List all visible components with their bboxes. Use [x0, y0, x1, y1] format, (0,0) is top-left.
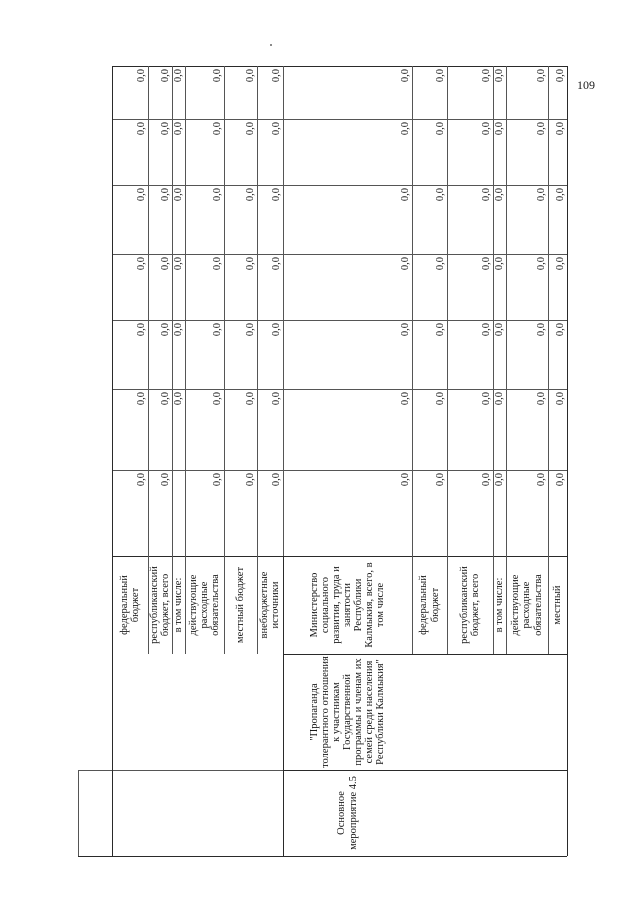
- value-cell: 0,0: [172, 69, 184, 83]
- row-label: в том числе:: [173, 577, 184, 633]
- value-cell: 0,0: [535, 257, 547, 271]
- value-cell: 0,0: [270, 122, 282, 136]
- value-cell: 0,0: [434, 122, 446, 136]
- value-cell: 0,0: [172, 122, 184, 136]
- value-cell: 0,0: [399, 392, 411, 406]
- value-cell: 0,0: [159, 323, 171, 337]
- value-cell: 0,0: [493, 392, 505, 406]
- value-cell: 0,0: [434, 323, 446, 337]
- value-cell: 0,0: [244, 323, 256, 337]
- grid-line-row: [148, 66, 149, 654]
- value-cell: 0,0: [159, 257, 171, 271]
- value-cell: 0,0: [480, 122, 492, 136]
- grid-line-col: [112, 119, 567, 120]
- value-cell: 0,0: [493, 323, 505, 337]
- value-cell: 0,0: [270, 473, 282, 487]
- row-label: федеральный бюджет: [118, 575, 141, 635]
- value-cell: 0,0: [172, 188, 184, 202]
- grid-line-row: [224, 66, 225, 654]
- value-cell: 0,0: [399, 188, 411, 202]
- value-cell: 0,0: [480, 323, 492, 337]
- value-cell: 0,0: [159, 188, 171, 202]
- grid-line-row: [506, 66, 507, 654]
- value-cell: 0,0: [480, 188, 492, 202]
- value-cell: 0,0: [535, 323, 547, 337]
- value-cell: 0,0: [244, 257, 256, 271]
- grid-line-row: [412, 66, 413, 654]
- grid-line-col: [112, 254, 567, 255]
- grid-line-row: [548, 66, 549, 654]
- value-cell: 0,0: [135, 257, 147, 271]
- value-cell: 0,0: [172, 392, 184, 406]
- value-cell: 0,0: [434, 473, 446, 487]
- value-cell: 0,0: [135, 122, 147, 136]
- value-cell: 0,0: [554, 257, 566, 271]
- value-cell: 0,0: [244, 122, 256, 136]
- value-cell: [172, 470, 185, 556]
- value-cell: 0,0: [399, 473, 411, 487]
- grid-line-right: [567, 66, 568, 856]
- value-cell: 0,0: [159, 69, 171, 83]
- row-label: республиканский бюджет, всего: [458, 566, 481, 644]
- grid-line-col: [112, 556, 567, 557]
- value-cell: 0,0: [244, 473, 256, 487]
- value-cell: 0,0: [211, 473, 223, 487]
- value-cell: 0,0: [535, 473, 547, 487]
- grid-line-col: [283, 770, 567, 771]
- value-cell: 0,0: [480, 473, 492, 487]
- value-cell: 0,0: [535, 188, 547, 202]
- grid-line-row: [257, 66, 258, 654]
- value-cell: 0,0: [159, 122, 171, 136]
- grid-line-col: [112, 470, 567, 471]
- value-cell: 0,0: [135, 69, 147, 83]
- value-cell: 0,0: [135, 392, 147, 406]
- value-cell: 0,0: [480, 392, 492, 406]
- grid-line-col: [112, 320, 567, 321]
- value-cell: 0,0: [270, 257, 282, 271]
- row-label: действующие расходные обязательства: [510, 574, 544, 636]
- grid-line-row: [185, 66, 186, 654]
- value-cell: 0,0: [211, 122, 223, 136]
- grid-line-row: [493, 66, 494, 654]
- value-cell: 0,0: [399, 323, 411, 337]
- value-cell: 0,0: [554, 122, 566, 136]
- value-cell: 0,0: [211, 392, 223, 406]
- measure-id: Основное мероприятие 4.5: [336, 776, 359, 850]
- value-cell: 0,0: [493, 69, 505, 83]
- scan-speck: [270, 44, 272, 46]
- grid-line-top: [112, 66, 567, 67]
- grid-line-group: [283, 556, 284, 856]
- value-cell: 0,0: [270, 188, 282, 202]
- value-cell: 0,0: [554, 188, 566, 202]
- row-label: местный бюджет: [234, 566, 246, 644]
- grid-line-col: [112, 185, 567, 186]
- value-cell: 0,0: [493, 257, 505, 271]
- value-cell: 0,0: [554, 69, 566, 83]
- grid-line-bottom: [78, 856, 567, 857]
- value-cell: 0,0: [554, 392, 566, 406]
- row-label: республиканский бюджет, всего: [148, 566, 171, 644]
- value-cell: 0,0: [434, 188, 446, 202]
- grid-line-col-partial: [78, 770, 283, 771]
- row-label: действующие расходные обязательства: [187, 574, 221, 636]
- value-cell: 0,0: [211, 323, 223, 337]
- value-cell: 0,0: [493, 188, 505, 202]
- grid-line-row: [172, 66, 173, 654]
- value-cell: 0,0: [434, 69, 446, 83]
- row-label: местный: [551, 585, 563, 625]
- value-cell: 0,0: [554, 473, 566, 487]
- value-cell: 0,0: [480, 69, 492, 83]
- grid-line-col: [112, 389, 567, 390]
- value-cell: 0,0: [399, 122, 411, 136]
- value-cell: 0,0: [399, 257, 411, 271]
- row-label: Министерство социального развития, труда и занятости Республики Калмыкия, всего, в том числе: [308, 562, 387, 648]
- value-cell: 0,0: [159, 392, 171, 406]
- row-label: федеральный бюджет: [418, 575, 441, 635]
- value-cell: 0,0: [244, 188, 256, 202]
- value-cell: 0,0: [399, 69, 411, 83]
- grid-line-outer: [78, 770, 79, 856]
- value-cell: 0,0: [172, 323, 184, 337]
- value-cell: 0,0: [244, 69, 256, 83]
- value-cell: 0,0: [211, 257, 223, 271]
- value-cell: 0,0: [270, 392, 282, 406]
- row-label: внебюджетные источники: [258, 571, 281, 639]
- value-cell: 0,0: [535, 122, 547, 136]
- grid-line-row: [447, 66, 448, 654]
- grid-line-col: [283, 654, 567, 655]
- value-cell: 0,0: [244, 392, 256, 406]
- measure-name: "Пропаганда толерантного отношения к участникам Государственной программы и членам их семей среди населения Республики Калмыкия": [308, 656, 387, 768]
- value-cell: 0,0: [211, 188, 223, 202]
- value-cell: 0,0: [535, 69, 547, 83]
- value-cell: 0,0: [135, 323, 147, 337]
- grid-line-left: [112, 66, 113, 856]
- value-cell: 0,0: [135, 188, 147, 202]
- row-label: в том числе:: [494, 577, 505, 633]
- value-cell: 0,0: [434, 392, 446, 406]
- value-cell: 0,0: [211, 69, 223, 83]
- value-cell: 0,0: [480, 257, 492, 271]
- value-cell: 0,0: [493, 122, 505, 136]
- value-cell: 0,0: [159, 473, 171, 487]
- value-cell: 0,0: [493, 473, 505, 487]
- value-cell: 0,0: [172, 257, 184, 271]
- value-cell: 0,0: [434, 257, 446, 271]
- value-cell: 0,0: [270, 69, 282, 83]
- value-cell: 0,0: [270, 323, 282, 337]
- page-number: 109: [577, 78, 595, 92]
- value-cell: 0,0: [535, 392, 547, 406]
- value-cell: 0,0: [554, 323, 566, 337]
- value-cell: 0,0: [135, 473, 147, 487]
